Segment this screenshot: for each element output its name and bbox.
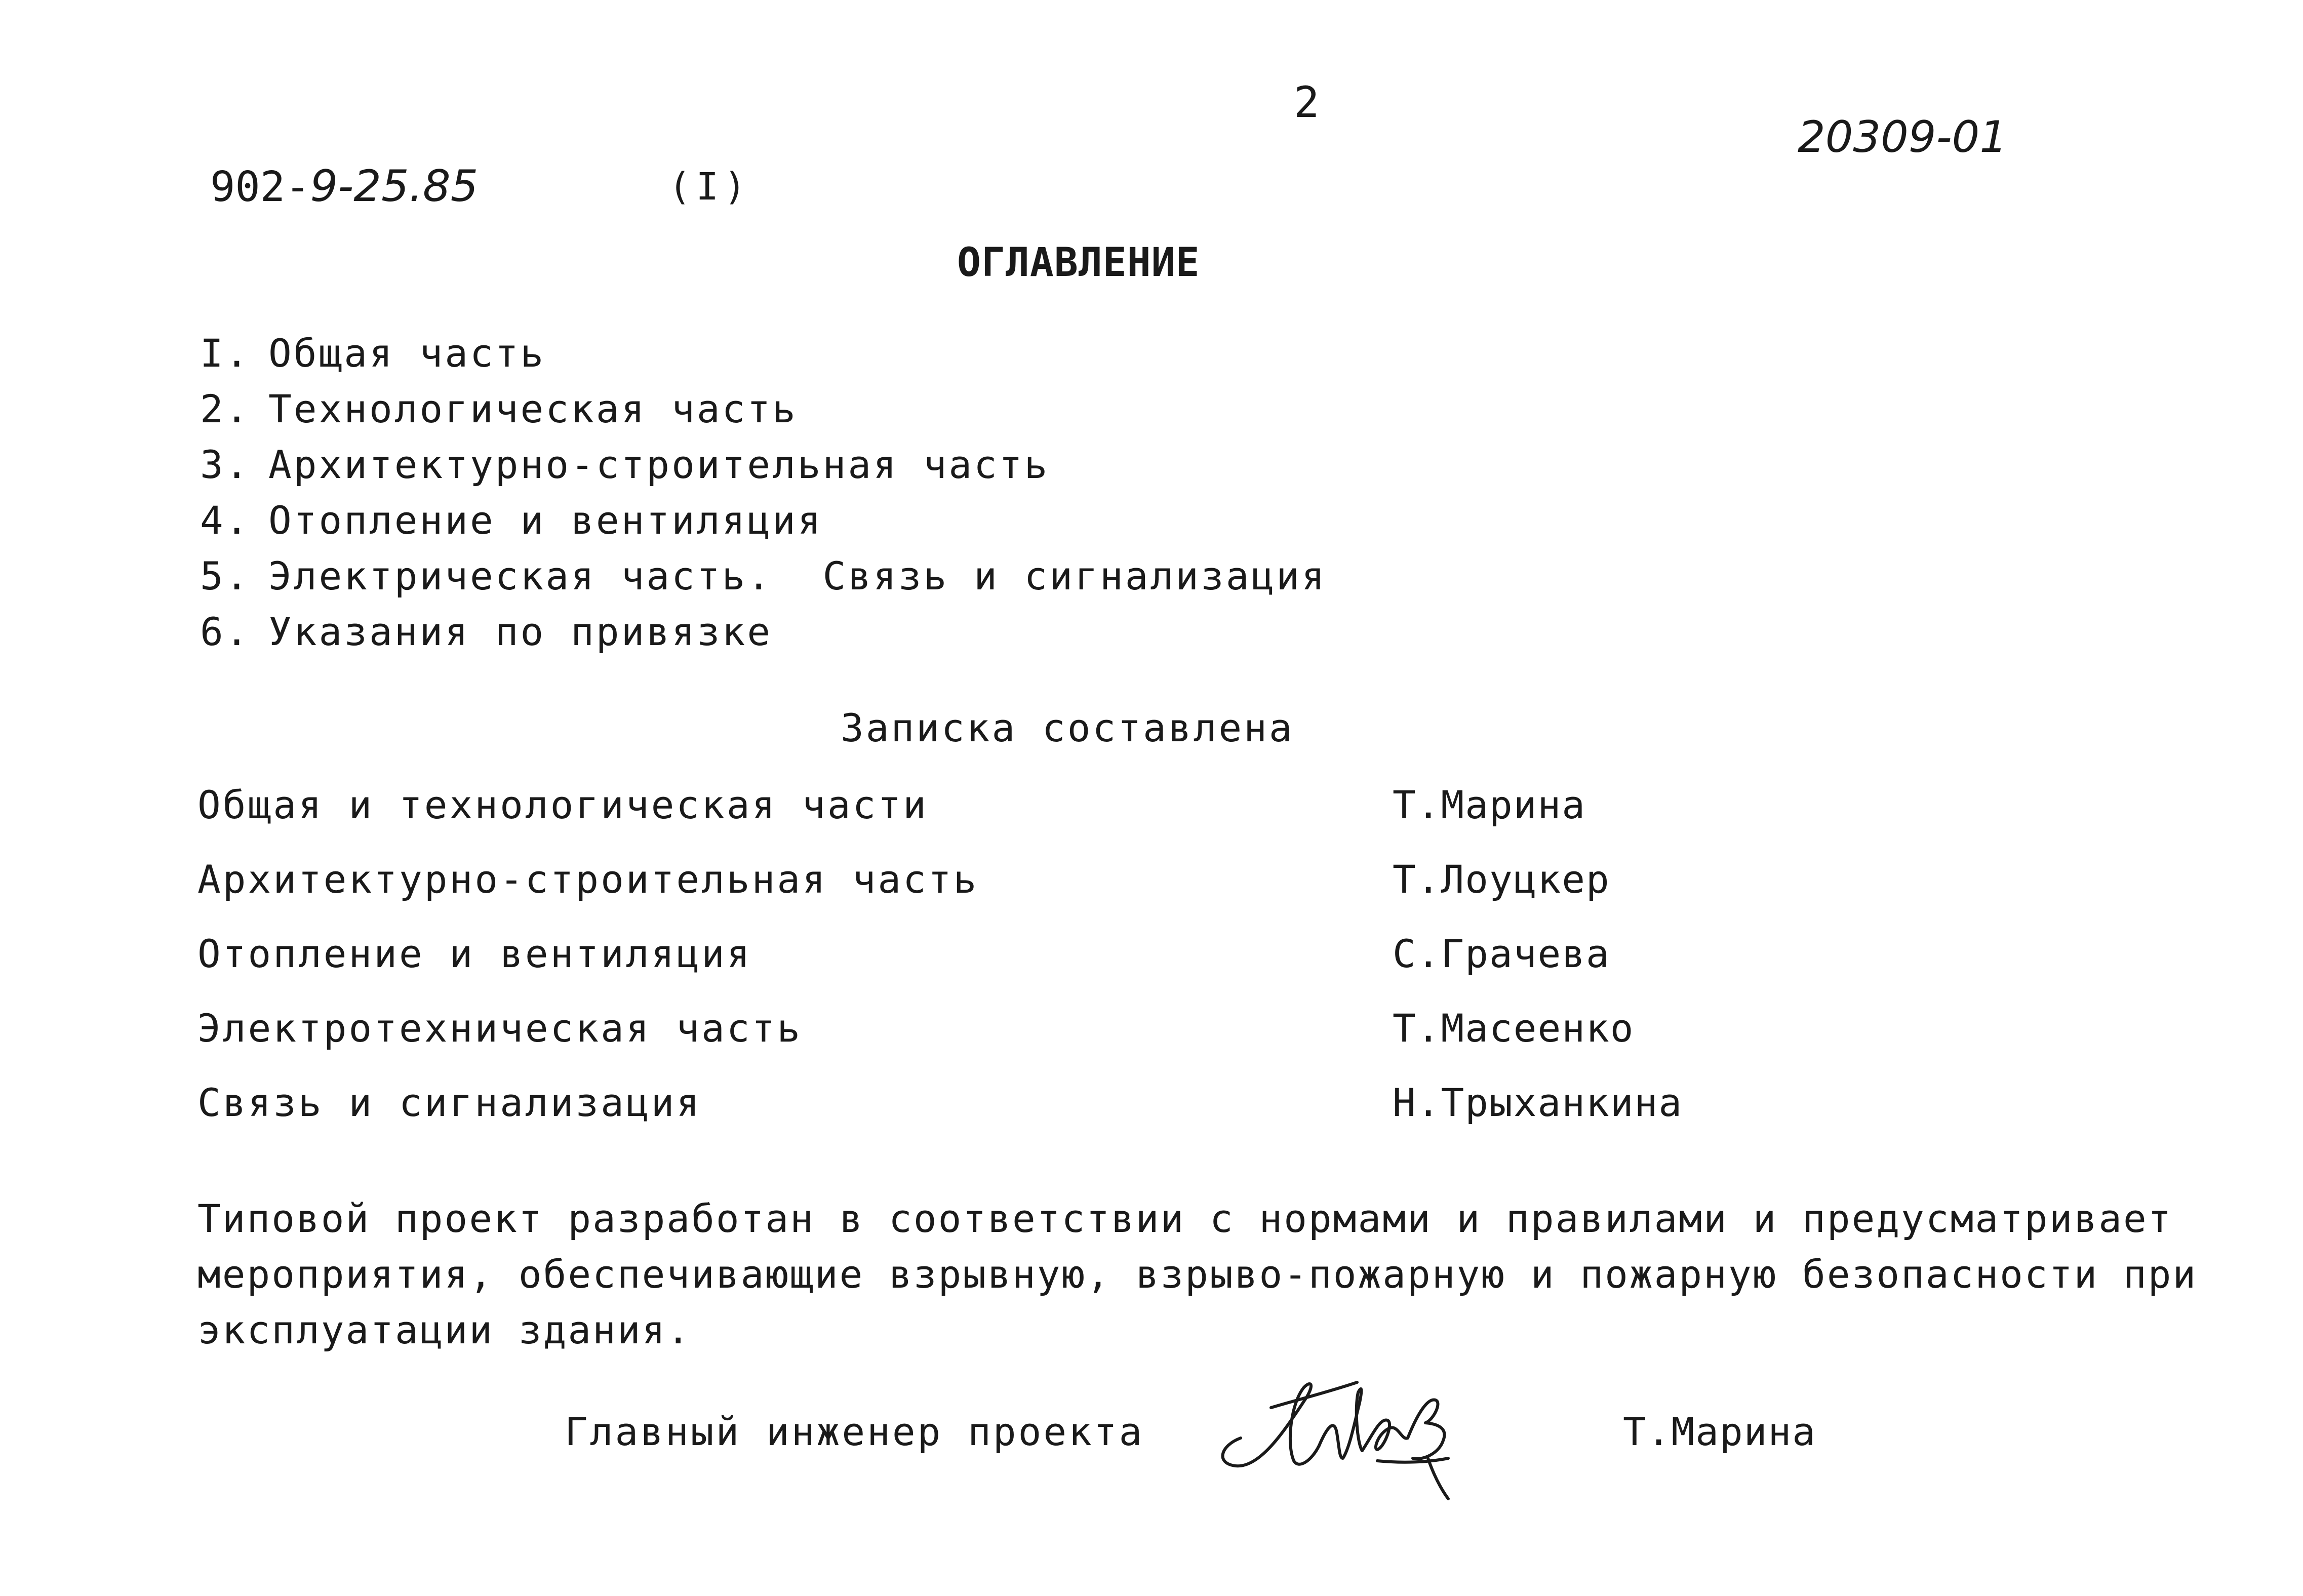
toc-item-label: Указания по привязке	[268, 609, 773, 654]
author-name: Т.Лоуцкер	[1393, 857, 1610, 902]
toc-item	[200, 609, 1327, 668]
author-row	[197, 931, 1717, 1006]
author-section: Электротехническая часть	[197, 1006, 803, 1051]
toc-item	[200, 553, 1327, 613]
safety-note-line: мероприятия, обеспечивающие взрывную, взрыво-пожарную и пожарную безопасности при	[197, 1252, 2198, 1297]
toc-item-number: I.	[200, 331, 251, 376]
author-name: Т.Масеенко	[1393, 1006, 1635, 1051]
safety-note-line: эксплуатации здания.	[197, 1307, 692, 1352]
author-row	[197, 857, 1717, 931]
author-row	[197, 1006, 1717, 1080]
toc-item-label: Технологическая часть	[268, 386, 798, 431]
safety-note-line: Типовой проект разработан в соответствии с нормами и правилами и предусматривает	[197, 1196, 2173, 1241]
toc-item	[200, 386, 1327, 446]
toc-item-number: 4.	[200, 498, 251, 543]
signature-role: Главный инженер проекта	[565, 1409, 1144, 1454]
author-name: С.Грачева	[1393, 931, 1610, 976]
author-name: Т.Марина	[1393, 782, 1586, 827]
toc-item	[200, 498, 1327, 557]
safety-note	[197, 1191, 2198, 1358]
toc-item	[200, 442, 1327, 501]
toc-item-number: 5.	[200, 553, 251, 598]
doc-code-prefix: 902-	[210, 163, 310, 211]
toc-list	[200, 331, 1327, 668]
toc-item-label: Электрическая часть. Связь и сигнализация	[268, 553, 1327, 598]
author-section: Отопление и вентиляция	[197, 931, 752, 976]
author-section: Общая и технологическая части	[197, 782, 928, 827]
toc-item-number: 6.	[200, 609, 251, 654]
author-row	[197, 1080, 1717, 1154]
signature-name: Т.Марина	[1623, 1409, 1817, 1454]
toc-title: ОГЛАВЛЕНИЕ	[957, 240, 1200, 286]
authors-title: Записка составлена	[841, 705, 1294, 750]
toc-item-number: 3.	[200, 442, 251, 487]
part-number: (I)	[668, 165, 751, 209]
author-section: Связь и сигнализация	[197, 1080, 702, 1125]
toc-item	[200, 331, 1327, 390]
toc-item-label: Архитектурно-строительная часть	[268, 442, 1050, 487]
toc-item-number: 2.	[200, 386, 251, 431]
doc-code-handwritten: 9-25.85	[310, 161, 479, 212]
author-section: Архитектурно-строительная часть	[197, 857, 979, 902]
album-number: 20309-01	[1798, 112, 2008, 163]
page-number: 2	[1294, 77, 1320, 127]
author-name: Н.Трыханкина	[1393, 1080, 1683, 1125]
handwritten-signature	[1210, 1337, 1494, 1504]
doc-code	[210, 161, 479, 212]
author-row	[197, 782, 1717, 857]
toc-item-label: Отопление и вентиляция	[268, 498, 823, 543]
authors-list	[197, 782, 1717, 1154]
toc-item-label: Общая часть	[268, 331, 546, 376]
